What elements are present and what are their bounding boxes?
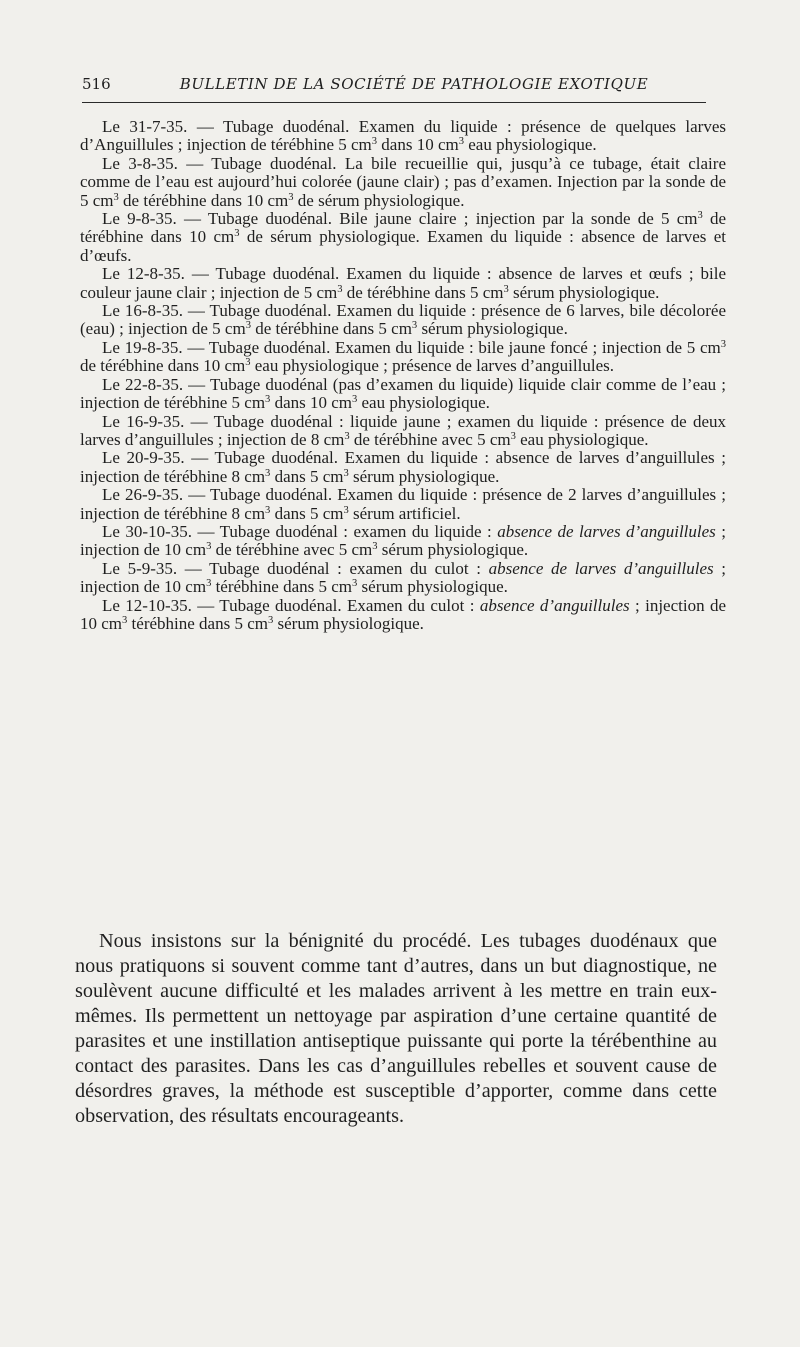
text-segment: dans 10 cm — [377, 135, 459, 155]
text-segment: ; injection de 10 cm — [80, 595, 726, 633]
text-segment: de sérum physiologique. — [293, 190, 465, 210]
superscript: 3 — [371, 136, 378, 148]
superscript: 3 — [352, 394, 358, 406]
entry-paragraph — [80, 210, 726, 265]
conclusion-paragraph: Nous insistons sur la bénignité du procédé. Les tubages duodénaux que nous pratiquons si souvent comme tant d’autres, dans un but diagnostique, ne soulèvent aucune difficulté et les malades arrivent à les mettre en train eux-mêmes. Ils permettent un nettoyage par aspiration d’une certaine quantité de parasites et une instillation antiseptique puissante qui porte la térébenthine au contact des parasites. Dans les cas d’anguillules rebelles et souvent cause de désordres graves, la méthode est susceptible d’apporter, comme dans cette observation, des résultats encourageants. — [75, 930, 717, 1127]
superscript: 3 — [503, 283, 509, 295]
superscript: 3 — [344, 431, 350, 443]
superscript: 3 — [265, 504, 271, 516]
text-segment: sérum physiologique. — [357, 577, 508, 597]
text-segment: ; injection de 10 cm — [80, 521, 726, 560]
entry-paragraph — [80, 449, 726, 486]
superscript: 3 — [372, 541, 378, 553]
text-segment: sérum physiologique. — [348, 466, 500, 486]
entry-paragraph — [80, 523, 726, 560]
superscript: 3 — [337, 283, 343, 295]
entry-paragraph — [80, 118, 726, 155]
text-segment: de térébhine avec 5 cm — [349, 429, 511, 449]
superscript: 3 — [343, 504, 349, 516]
superscript: 3 — [245, 320, 251, 332]
text-segment: Le 12-10-35. — Tubage duodénal. Examen du culot : — [102, 595, 480, 615]
running-head — [82, 74, 706, 103]
text-segment: Le 16-8-35. — Tubage duodénal. Examen du liquide : présence de 6 larves, bile décolorée (eau) ; injection de 5 cm — [80, 301, 726, 339]
superscript: 3 — [234, 228, 240, 240]
entry-paragraph — [80, 302, 726, 339]
entry-paragraph — [80, 376, 726, 413]
superscript: 3 — [458, 136, 464, 148]
superscript: 3 — [720, 339, 726, 351]
entry-paragraph — [80, 265, 726, 302]
entry-paragraph — [80, 339, 726, 376]
text-segment: Le 31-7-35. — Tubage duodénal. Examen du liquide : présence de quelques larves d’Anguillules ; injection de térébhine 5 cm — [80, 117, 726, 155]
text-segment: eau physiologique. — [357, 393, 490, 413]
superscript: 3 — [352, 578, 358, 590]
text-segment: térébhine dans 5 cm — [127, 613, 268, 633]
superscript: 3 — [245, 357, 251, 369]
text-segment: térébhine dans 5 cm — [211, 577, 353, 597]
entry-paragraph — [80, 560, 726, 597]
entry-paragraph — [80, 155, 726, 210]
text-segment: de térébhine dans 10 cm — [80, 209, 726, 247]
superscript: 3 — [288, 191, 294, 203]
text-segment: Le 30-10-35. — Tubage duodénal : examen du liquide : — [102, 521, 498, 541]
text-segment: ; injection de 10 cm — [80, 558, 726, 597]
text-segment: Le 12-8-35. — Tubage duodénal. Examen du liquide : absence de larves et œufs ; bile couleur jaune clair ; injection de 5 cm — [80, 264, 726, 302]
superscript: 3 — [113, 191, 119, 203]
superscript: 3 — [697, 210, 703, 222]
text-segment: de térébhine dans 5 cm — [250, 319, 412, 339]
superscript: 3 — [265, 467, 271, 479]
text-segment: Le 20-9-35. — Tubage duodénal. Examen du liquide : absence de larves d’anguillules ; injection de térébhine 8 cm — [80, 448, 726, 486]
superscript: 3 — [510, 431, 516, 443]
observation-entries — [80, 118, 726, 633]
entry-paragraph — [80, 486, 726, 523]
text-segment: sérum physiologique. — [273, 613, 424, 633]
text-segment: sérum artificiel. — [348, 503, 461, 523]
entry-paragraph — [80, 413, 726, 450]
text-segment: de térébhine dans 5 cm — [342, 282, 504, 302]
text-segment: sérum physiologique. — [417, 319, 568, 339]
italic-text: absence de larves d’anguillules — [488, 558, 714, 578]
superscript: 3 — [206, 541, 212, 553]
superscript: 3 — [122, 615, 128, 627]
text-segment: eau physiologique. — [515, 429, 649, 449]
text-segment: dans 10 cm — [270, 393, 352, 413]
text-segment: sérum physiologique. — [508, 282, 660, 302]
text-segment: de térébhine dans 10 cm — [80, 356, 246, 376]
superscript: 3 — [206, 578, 212, 590]
text-segment: de térébhine avec 5 cm — [211, 540, 373, 560]
entry-paragraph — [80, 597, 726, 634]
text-segment: Le 5-9-35. — Tubage duodénal : examen du culot : — [102, 558, 489, 578]
text-segment: dans 5 cm — [270, 503, 344, 523]
text-segment: Le 9-8-35. — Tubage duodénal. Bile jaune claire ; injection par la sonde de 5 cm — [102, 209, 698, 229]
conclusion-section — [75, 929, 717, 1129]
superscript: 3 — [411, 320, 418, 332]
text-segment: de sérum physiologique. Examen du liquide : absence de larves et d’œufs. — [80, 227, 726, 265]
journal-title: BULLETIN DE LA SOCIÉTÉ DE PATHOLOGIE EXOTIQUE — [179, 75, 649, 93]
text-segment: Le 26-9-35. — Tubage duodénal. Examen du liquide : présence de 2 larves d’anguillules ; injection de térébhine 8 cm — [80, 485, 726, 523]
superscript: 3 — [265, 394, 271, 406]
text-segment: dans 5 cm — [270, 466, 344, 486]
text-segment: sérum physiologique. — [377, 540, 529, 560]
text-segment: Le 22-8-35. — Tubage duodénal (pas d’examen du liquide) liquide clair comme de l’eau ; injection de térébhine 5 cm — [80, 374, 726, 413]
text-segment: de térébhine dans 10 cm — [118, 190, 289, 210]
superscript: 3 — [343, 467, 349, 479]
italic-text: absence de larves d’anguillules — [497, 521, 716, 541]
text-segment: Le 16-9-35. — Tubage duodénal : liquide jaune ; examen du liquide : présence de deux larves d’anguillules ; injection de 8 cm — [80, 411, 726, 449]
superscript: 3 — [267, 615, 274, 627]
text-segment: eau physiologique. — [463, 135, 597, 155]
text-segment: eau physiologique ; présence de larves d’anguillules. — [250, 356, 614, 376]
text-segment: Le 3-8-35. — Tubage duodénal. La bile recueillie qui, jusqu’à ce tubage, était claire comme de l’eau est aujourd’hui colorée (jaune clair) ; pas d’examen. Injection par la sonde de 5 cm — [80, 153, 726, 210]
page-number: 516 — [82, 75, 111, 93]
italic-text: absence d’anguillules — [479, 595, 630, 615]
text-segment: Le 19-8-35. — Tubage duodénal. Examen du liquide : bile jaune foncé ; injection de 5 cm — [102, 337, 721, 357]
